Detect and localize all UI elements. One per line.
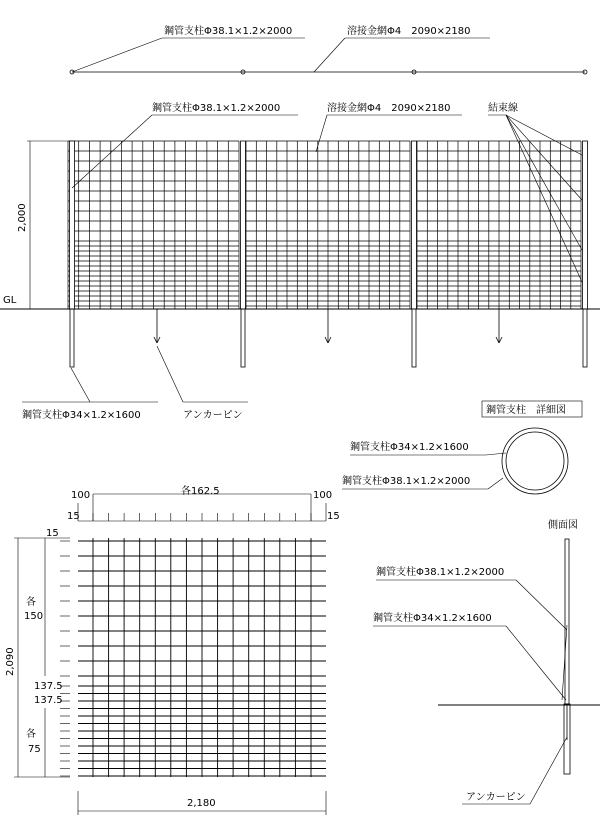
anchor-pin-1 bbox=[154, 309, 160, 343]
dim-137-b: 137.5 bbox=[34, 695, 63, 706]
plan-leader-mesh bbox=[314, 38, 345, 72]
upper-post bbox=[412, 141, 417, 309]
upper-post bbox=[241, 141, 246, 309]
dim-top-right: 100 bbox=[313, 490, 333, 501]
dim-side-15: 15 bbox=[46, 528, 59, 539]
detail-outer-label: 鋼管支柱Φ38.1×1.2×2000 bbox=[342, 476, 471, 487]
height-dim-label: 2,000 bbox=[17, 203, 28, 232]
upper-post bbox=[583, 141, 588, 309]
dim-each-2: 各 bbox=[26, 729, 36, 740]
upper-post bbox=[70, 141, 75, 309]
dim-75: 75 bbox=[28, 744, 41, 755]
elevation-view bbox=[0, 101, 600, 421]
side-anchor-label: アンカーピン bbox=[466, 792, 526, 803]
lower-post bbox=[241, 309, 245, 367]
dim-each-1: 各 bbox=[26, 597, 36, 608]
side-view bbox=[373, 518, 600, 804]
anchor-label: アンカーピン bbox=[183, 410, 243, 421]
panel-grid bbox=[78, 538, 326, 777]
plan-leader-post bbox=[72, 38, 162, 72]
side-brace bbox=[562, 625, 567, 700]
side-lower-leader bbox=[506, 626, 566, 700]
lower-post bbox=[583, 309, 587, 367]
side-upper-leader bbox=[516, 580, 567, 630]
elevation-mesh bbox=[68, 141, 581, 309]
elevation-posts bbox=[70, 141, 588, 367]
side-lower-label: 鋼管支柱Φ34×1.2×1600 bbox=[373, 613, 492, 624]
panel-height-label: 2,090 bbox=[5, 647, 16, 676]
tie-wire-label: 結束線 bbox=[488, 103, 518, 114]
anchor-leader bbox=[157, 346, 183, 402]
elev-post-label: 鋼管支柱Φ38.1×1.2×2000 bbox=[152, 103, 281, 114]
gl-label: GL bbox=[3, 295, 17, 306]
side-title: 側面図 bbox=[548, 520, 578, 531]
dim-137-a: 137.5 bbox=[34, 681, 63, 692]
anchor-pin-3 bbox=[496, 309, 502, 343]
side-upper-post bbox=[565, 539, 569, 704]
plan-view bbox=[70, 24, 587, 74]
detail-title: 鋼管支柱 詳細図 bbox=[486, 405, 566, 416]
side-anchor-leader bbox=[530, 737, 567, 804]
inner-tube bbox=[506, 432, 564, 490]
plan-post-label: 鋼管支柱Φ38.1×1.2×2000 bbox=[164, 26, 293, 37]
mesh-panel bbox=[5, 484, 340, 815]
post-detail bbox=[342, 401, 582, 494]
plan-mesh-label: 溶接金網Φ4 2090×2180 bbox=[347, 26, 471, 37]
outer-tube bbox=[502, 428, 568, 494]
elev-mesh-leader bbox=[316, 115, 327, 152]
side-upper-label: 鋼管支柱Φ38.1×1.2×2000 bbox=[376, 567, 505, 578]
dim-15-right: 15 bbox=[327, 511, 340, 522]
lower-post-leader bbox=[71, 368, 90, 402]
dim-150: 150 bbox=[24, 611, 44, 622]
dim-top-left: 100 bbox=[71, 490, 91, 501]
lower-post-label: 鋼管支柱Φ34×1.2×1600 bbox=[22, 410, 141, 421]
elev-mesh-label: 溶接金網Φ4 2090×2180 bbox=[327, 103, 451, 114]
detail-inner-label: 鋼管支柱Φ34×1.2×1600 bbox=[350, 442, 469, 453]
panel-width-label: 2,180 bbox=[187, 798, 216, 809]
dim-15-left: 15 bbox=[67, 511, 80, 522]
lower-post bbox=[70, 309, 74, 367]
lower-post bbox=[412, 309, 416, 367]
panel-ticks bbox=[60, 513, 311, 776]
anchor-pin-2 bbox=[325, 309, 331, 343]
elev-post-leader bbox=[72, 115, 152, 188]
dim-top-mid: 各162.5 bbox=[181, 486, 220, 497]
